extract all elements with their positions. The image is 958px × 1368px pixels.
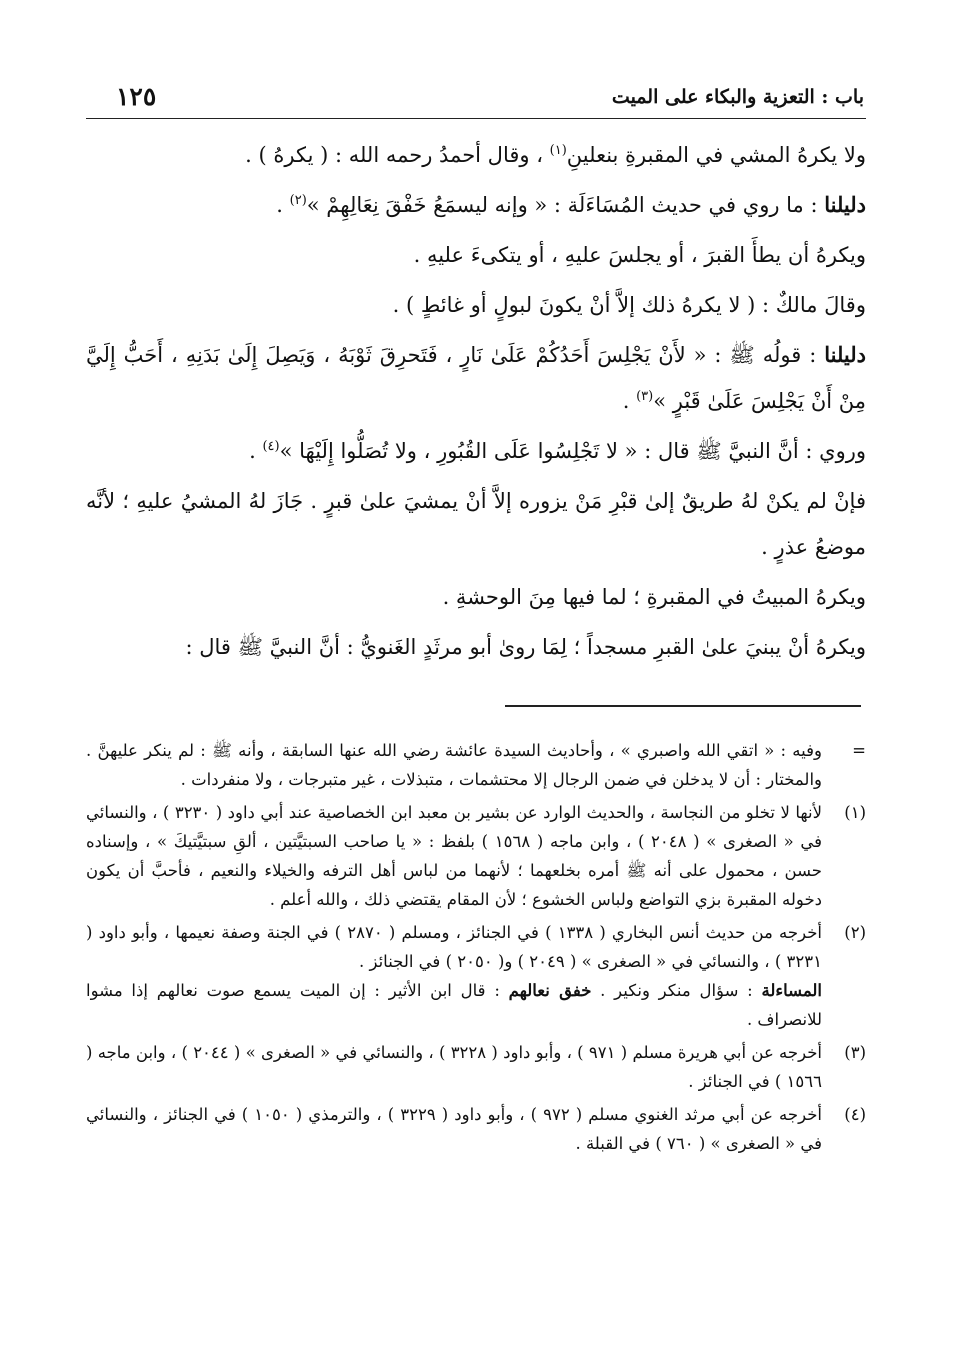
footnote-marker: (٤) [844, 1105, 866, 1124]
main-text [86, 128, 866, 670]
paragraph [86, 228, 866, 278]
paragraph-lead: دليلنا [824, 342, 866, 367]
paragraph-text: : ما روي في حديث المُسَاءَلَة : « وإنه ليسمَعُ خَفْقَ نِعَالِهِمْ » [306, 193, 825, 217]
paragraph [86, 570, 866, 620]
paragraph [86, 620, 866, 670]
paragraph-text: . [622, 389, 637, 413]
paragraph [86, 178, 866, 228]
paragraph-text: . [249, 439, 263, 463]
footnote-separator [505, 705, 861, 707]
page-header [86, 82, 866, 119]
footnote-ref[interactable]: (٢) [289, 193, 307, 208]
paragraph-lead: دليلنا [824, 192, 866, 217]
paragraph-text: فإنْ لم يكنْ لهُ طريقٌ إلىٰ قبْرِ مَنْ يزوره إلاَّ أنْ يمشيَ علىٰ قبرٍ . جَازَ لهُ المشيُ عليهِ ؛ لأنَّه موضعُ عذرٍ . [86, 489, 866, 559]
paragraph [86, 424, 866, 474]
paragraph-text: . [276, 193, 290, 217]
page-number: ١٢٥ [116, 82, 157, 111]
chapter-title: باب : التعزية والبكاء على الميت [611, 86, 864, 108]
footnotes [86, 736, 866, 1162]
footnote-4 [86, 1100, 866, 1158]
footnote-marker: = [852, 741, 866, 760]
paragraph-text: وروي : أنَّ النبيَّ ﷺ قال : « لا تَجْلِسُوا عَلَى القُبُورِ ، ولا تُصَلُّوا إِلَيْهَا » [279, 439, 866, 463]
paragraph-text: ويكرهُ أنْ يبنيَ علىٰ القبرِ مسجداً ؛ لِمَا روىٰ أبو مرثَدٍ الغَنويُّ : أنَّ النبيَّ ﷺ قال : [185, 635, 866, 659]
glossary-definition: : سؤال منكر ونكير . [591, 981, 762, 1000]
footnote-text: وفيه : « اتقي الله واصبري » ، وأحاديث السيدة عائشة رضي الله عنها السابقة ، وأنه ﷺ : لم ينكر عليهنَّ . والمختار : أن لا يدخلن في ضمن الرجال إلا محتشمات ، متبذلات ، غير متبرجات ، ولا منفردات . [86, 741, 822, 789]
paragraph [86, 278, 866, 328]
footnote-marker: (١) [844, 803, 866, 822]
footnote-glossary [86, 976, 822, 1034]
footnote-continuation [86, 736, 866, 794]
footnote-text: أخرجه عن أبي هريرة مسلم ( ٩٧١ ) ، وأبو داود ( ٣٢٢٨ ) ، والنسائي في « الصغرى » ( ٢٠٤٤ ) ، وابن ماجه ( ١٥٦٦ ) في الجنائز . [86, 1043, 822, 1091]
paragraph-text: ويكرهُ المبيتُ في المقبرةِ ؛ لما فيها مِنَ الوحشةِ . [442, 585, 866, 609]
paragraph [86, 474, 866, 570]
footnote-text: أخرجه من حديث أنس البخاري ( ١٣٣٨ ) في الجنائز ، ومسلم ( ٢٨٧٠ ) في الجنة وصفة نعيمها ، وأبو داود ( ٣٢٣١ ) ، والنسائي في « الصغرى » ( ٢٠٤٩ ) و( ٢٠٥٠ ) في الجنائز . [86, 923, 822, 971]
footnote-3 [86, 1038, 866, 1096]
footnote-2 [86, 918, 866, 1034]
footnote-text: لأنها لا تخلو من النجاسة ، والحديث الوارد عن بشير بن معبد ابن الخصاصية عند أبي داود ( ٣٢٣٠ ) ، والنسائي في « الصغرى » ( ٢٠٤٨ ) ، وابن ماجه ( ١٥٦٨ ) بلفظ : « يا صاحب السبتيَّتين ، ألقِ سبتيَّتيكَ » ، وإسناده حسن ، محمول على أنه ﷺ أمره بخلعهما ؛ لأنهما من لباس أهل الترفه والخيلاء والنعيم ، فأحبَّ أن يكون دخوله المقبرة بزي التواضع ولباس الخشوع ؛ لأن المقام يقتضي ذلك ، والله أعلم . [86, 803, 823, 909]
footnote-ref[interactable]: (١) [549, 143, 567, 158]
paragraph-text: ولا يكرهُ المشي في المقبرةِ بنعلينِ [566, 143, 866, 167]
paragraph-text: : قولُه ﷺ : « لأَنْ يَجْلِسَ أَحَدُكُمْ عَلَىٰ نَارٍ ، فَتَحرِقَ ثَوْبَهُ ، وَيَصِلَ إِلَىٰ بَدَنِهِ ، أَحَبُّ إِلَيَّ مِنْ أَنْ يَجْلِسَ عَلَىٰ قَبْرٍ » [86, 343, 866, 413]
footnote-marker: (٣) [844, 1043, 866, 1062]
glossary-definition: : قال ابن الأثير : إن الميت يسمع صوت نعالهم إذا مشوا للانصراف . [86, 981, 822, 1029]
paragraph-text: ويكرهُ أن يطأَ القبرَ ، أو يجلسَ عليهِ ، أو يتكىءَ عليهِ . [413, 243, 866, 267]
footnote-marker: (٢) [844, 923, 866, 942]
paragraph [86, 328, 866, 424]
paragraph-text: وقالَ مالكٌ : ( لا يكرهُ ذلك إلاَّ أنْ يكونَ لبولٍ أو غائطٍ ) . [392, 293, 866, 317]
footnote-ref[interactable]: (٣) [636, 389, 654, 404]
footnote-1 [86, 798, 866, 914]
glossary-term: المساءلة [761, 981, 822, 1000]
glossary-term: خفق نعالهم [508, 981, 592, 1000]
footnote-ref[interactable]: (٤) [262, 439, 280, 454]
footnote-text: أخرجه عن أبي مرثد الغنوي مسلم ( ٩٧٢ ) ، وأبو داود ( ٣٢٢٩ ) ، والترمذي ( ١٠٥٠ ) في الجنائز ، والنسائي في « الصغرى » ( ٧٦٠ ) في القبلة . [86, 1105, 822, 1153]
paragraph-text: ، وقال أحمدُ رحمه الله : ( يكرهُ ) . [245, 143, 550, 167]
paragraph [86, 128, 866, 178]
